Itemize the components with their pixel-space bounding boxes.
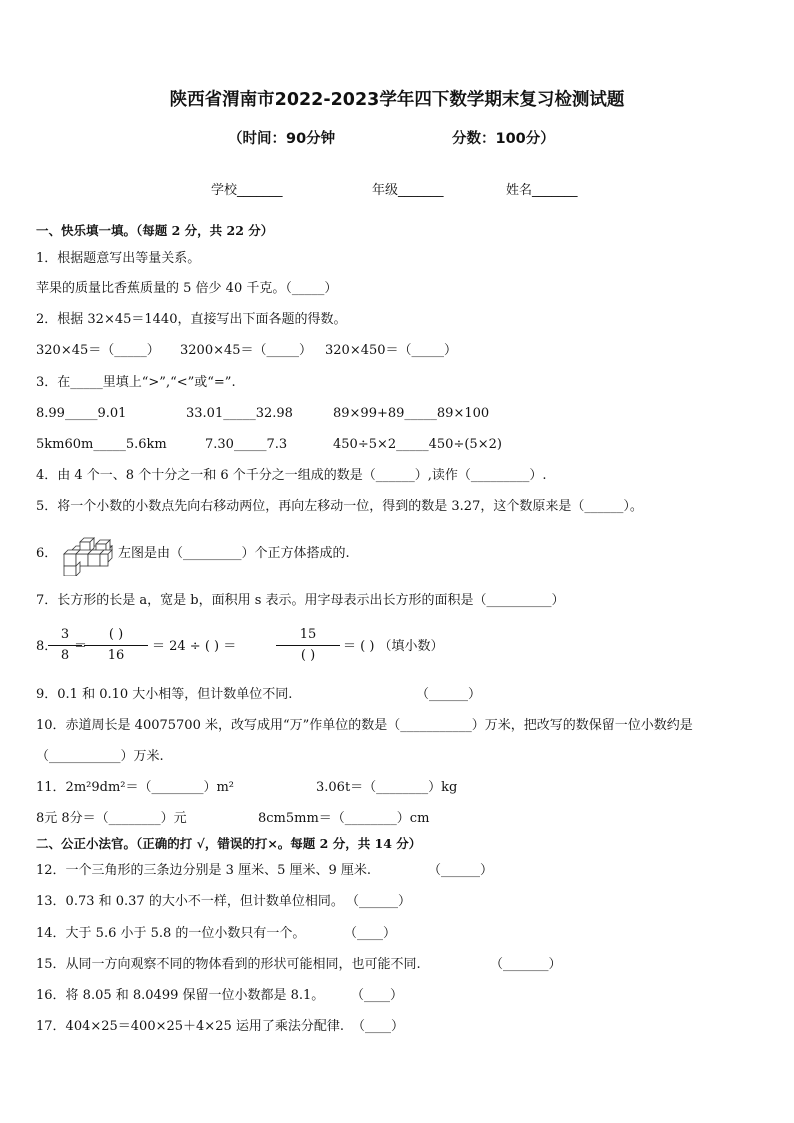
judge-answer: （_______）: [490, 957, 562, 972]
fraction-1-denominator: 8: [60, 648, 70, 663]
judge-item: 13．0.73 和 0.37 的大小不一样，但计数单位相同。: [36, 894, 344, 909]
question-5: 5．将一个小数的小数点先向右移动两位，再向左移动一位，得到的数是 3.27，这个数原来是（______）。: [36, 499, 643, 514]
question-6-number: 6．: [36, 546, 58, 561]
question-8-middle: ＝ 24 ÷ ( ) ＝: [152, 639, 237, 654]
question-6-text: 左图是由（_________）个正方体搭成的.: [118, 546, 350, 561]
question-3-item: 5km60m_____5.6km: [36, 437, 167, 452]
judge-answer: （____）: [351, 988, 404, 1003]
question-3-item: 450÷5×2_____450÷(5×2): [333, 437, 502, 452]
grade-field: 年级_______: [372, 183, 444, 198]
fraction-3-denominator: ( ): [300, 648, 316, 663]
question-10-line1: 10．赤道周长是 40075700 米，改写成用“万”作单位的数是（___________）万米，把改写的数保留一位小数约是: [36, 718, 693, 733]
judge-answer: （______）: [346, 894, 412, 909]
name-field: 姓名_______: [506, 183, 578, 198]
question-11-item: 11．2m²9dm²＝（________）m²: [36, 780, 235, 795]
judge-answer: （______）: [428, 863, 494, 878]
question-4: 4．由 4 个一、8 个十分之一和 6 个千分之一组成的数是（______）,读作（_________）.: [36, 468, 547, 483]
question-3-stem: 3．在_____里填上“>”,“<”或“=”.: [36, 375, 236, 390]
fraction-3: [276, 626, 340, 665]
question-3-item: 8.99_____9.01: [36, 406, 127, 421]
exam-score: 分数：100分）: [452, 131, 555, 147]
fraction-1-numerator: 3: [60, 627, 70, 642]
question-2-item: 3200×45＝（_____）: [180, 343, 313, 358]
question-3-item: 89×99+89_____89×100: [333, 406, 490, 421]
question-11-item: 3.06t＝（________）kg: [316, 780, 458, 795]
equals-sign: ＝: [74, 639, 88, 654]
section-heading-1: 一、快乐填一填。（每题 2 分，共 22 分）: [36, 223, 274, 238]
question-7: 7．长方形的长是 a，宽是 b，面积用 s 表示。用字母表示出长方形的面积是（__________）: [36, 593, 565, 608]
fraction-2-denominator: 16: [107, 648, 125, 663]
judge-answer: （____）: [352, 1019, 405, 1034]
fraction-2-numerator: ( ): [108, 627, 124, 642]
question-3-item: 7.30_____7.3: [205, 437, 288, 452]
question-2-item: 320×450＝（_____）: [325, 343, 458, 358]
exam-time: （时间：90分钟: [228, 131, 336, 147]
question-11-item: 8元 8分＝（________）元: [36, 811, 187, 826]
cube-stack-figure: [58, 536, 118, 576]
judge-item: 14．大于 5.6 小于 5.8 的一位小数只有一个。: [36, 926, 306, 941]
question-2-item: 320×45＝（_____）: [36, 343, 160, 358]
question-8-tail: ＝ ( ) （填小数）: [343, 639, 444, 654]
question-1-line: 苹果的质量比香蕉质量的 5 倍少 40 千克。（_____）: [36, 281, 338, 296]
question-3-item: 33.01_____32.98: [186, 406, 293, 421]
judge-answer: （____）: [344, 926, 397, 941]
question-8-number: 8．: [36, 639, 58, 654]
judge-item: 15．从同一方向观察不同的物体看到的形状可能相同，也可能不同.: [36, 957, 421, 972]
question-10-line2: （___________）万米.: [36, 749, 164, 764]
page-title: 陕西省渭南市2022-2023学年四下数学期末复习检测试题: [169, 90, 625, 110]
question-2-stem: 2．根据 32×45＝1440，直接写出下面各题的得数。: [36, 312, 347, 327]
question-9-answer: （______）: [416, 687, 482, 702]
judge-item: 16．将 8.05 和 8.0499 保留一位小数都是 8.1。: [36, 988, 325, 1003]
judge-item: 17．404×25＝400×25＋4×25 运用了乘法分配律.: [36, 1019, 345, 1034]
fraction-3-numerator: 15: [299, 627, 317, 642]
fraction-2: [84, 626, 148, 665]
judge-item: 12．一个三角形的三条边分别是 3 厘米、5 厘米、9 厘米.: [36, 863, 372, 878]
school-field: 学校_______: [211, 183, 283, 198]
question-11-item: 8cm5mm＝（________）cm: [258, 811, 430, 826]
question-1-stem: 1．根据题意写出等量关系。: [36, 251, 201, 266]
section-heading-2: 二、公正小法官。（正确的打 √，错误的打×。每题 2 分，共 14 分）: [36, 836, 422, 851]
question-9: 9．0.1 和 0.10 大小相等，但计数单位不同.: [36, 687, 293, 702]
